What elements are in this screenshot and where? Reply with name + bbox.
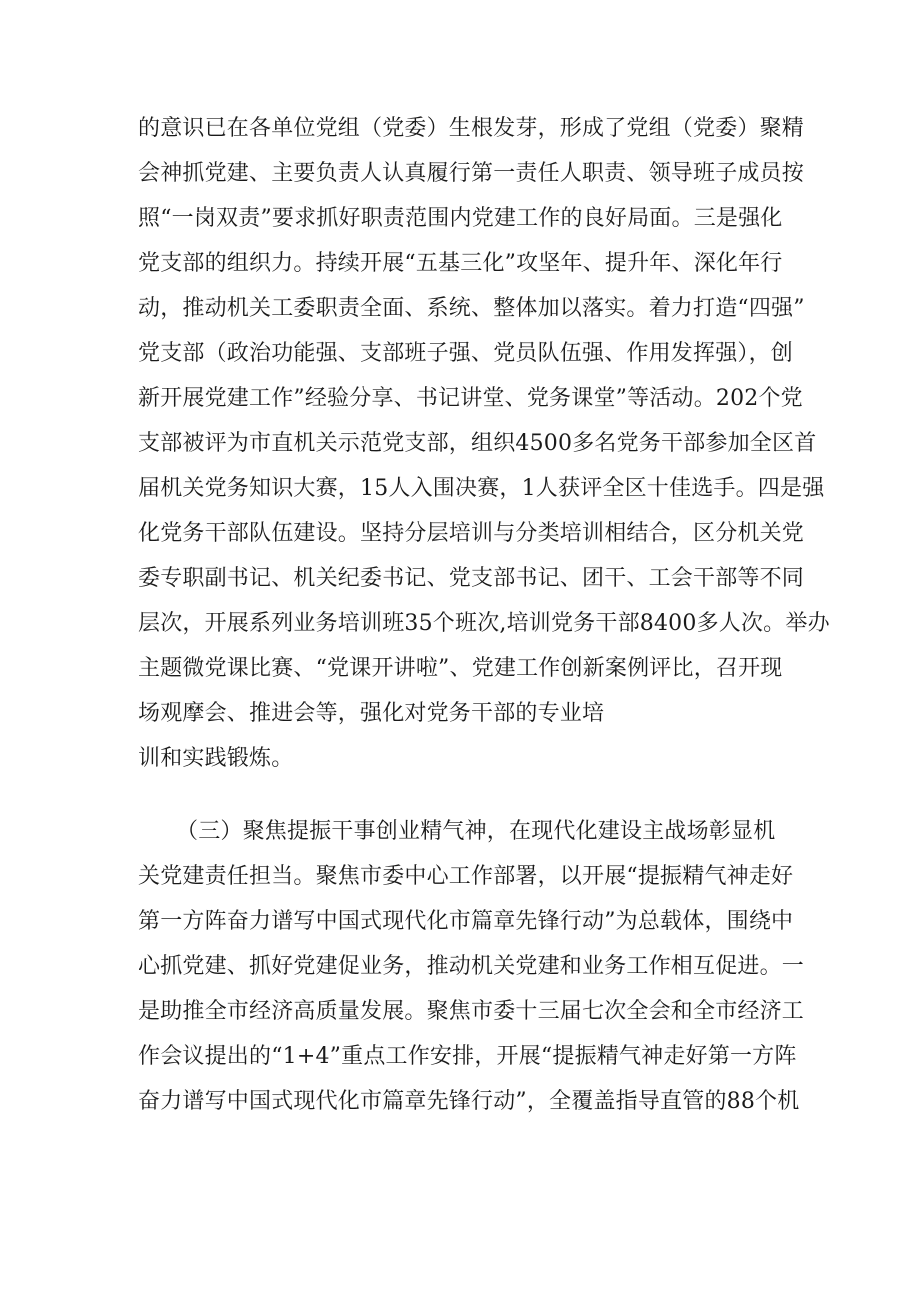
text-line: 的意识已在各单位党组（党委）生根发芽，形成了党组（党委）聚精 xyxy=(138,116,805,141)
text-line: 支部被评为市直机关示范党支部，组织4500多名党务干部参加全区首 xyxy=(138,431,817,456)
text-line: 党支部（政治功能强、支部班子强、党员队伍强、作用发挥强），创 xyxy=(138,341,794,366)
text-line: 照“一岗双责”要求抓好职责范围内党建工作的良好局面。三是强化 xyxy=(138,206,783,231)
text-line: 心抓党建、抓好党建促业务，推动机关党建和业务工作相互促进。一 xyxy=(138,954,805,979)
text-line: 届机关党务知识大赛，15人入围决赛，1人获评全区十佳选手。四是强 xyxy=(138,476,825,501)
text-line: 委专职副书记、机关纪委书记、党支部书记、团干、工会干部等不同 xyxy=(138,566,805,591)
text-line: 动，推动机关工委职责全面、系统、整体加以落实。着力打造“四强” xyxy=(138,296,805,321)
text-line: 场观摩会、推进会等，强化对党务干部的专业培 xyxy=(138,701,605,726)
text-line: 主题微党课比赛、“党课开讲啦”、党建工作创新案例评比，召开现 xyxy=(138,656,783,681)
text-line: （三）聚焦提振干事创业精气神，在现代化建设主战场彰显机 xyxy=(176,819,776,844)
text-line: 训和实践锻炼。 xyxy=(138,746,294,771)
text-line: 奋力谱写中国式现代化市篇章先锋行动”，全覆盖指导直管的88个机 xyxy=(138,1089,800,1114)
text-line: 新开展党建工作”经验分享、书记讲堂、党务课堂”等活动。202个党 xyxy=(138,386,803,411)
text-line: 第一方阵奋力谱写中国式现代化市篇章先锋行动”为总载体，围绕中 xyxy=(138,909,794,934)
text-line: 党支部的组织力。持续开展“五基三化”攻坚年、提升年、深化年行 xyxy=(138,251,783,276)
text-line: 关党建责任担当。聚焦市委中心工作部署，以开展“提振精气神走好 xyxy=(138,864,794,889)
text-line: 会神抓党建、主要负责人认真履行第一责任人职责、领导班子成员按 xyxy=(138,161,805,186)
text-line: 作会议提出的“1+4”重点工作安排，开展“提振精气神走好第一方阵 xyxy=(138,1044,797,1069)
text-line: 是助推全市经济高质量发展。聚焦市委十三届七次全会和全市经济工 xyxy=(138,999,805,1024)
text-line: 化党务干部队伍建设。坚持分层培训与分类培训相结合，区分机关党 xyxy=(138,521,805,546)
text-line: 层次，开展系列业务培训班35个班次,培训党务干部8400多人次。举办 xyxy=(138,611,830,636)
